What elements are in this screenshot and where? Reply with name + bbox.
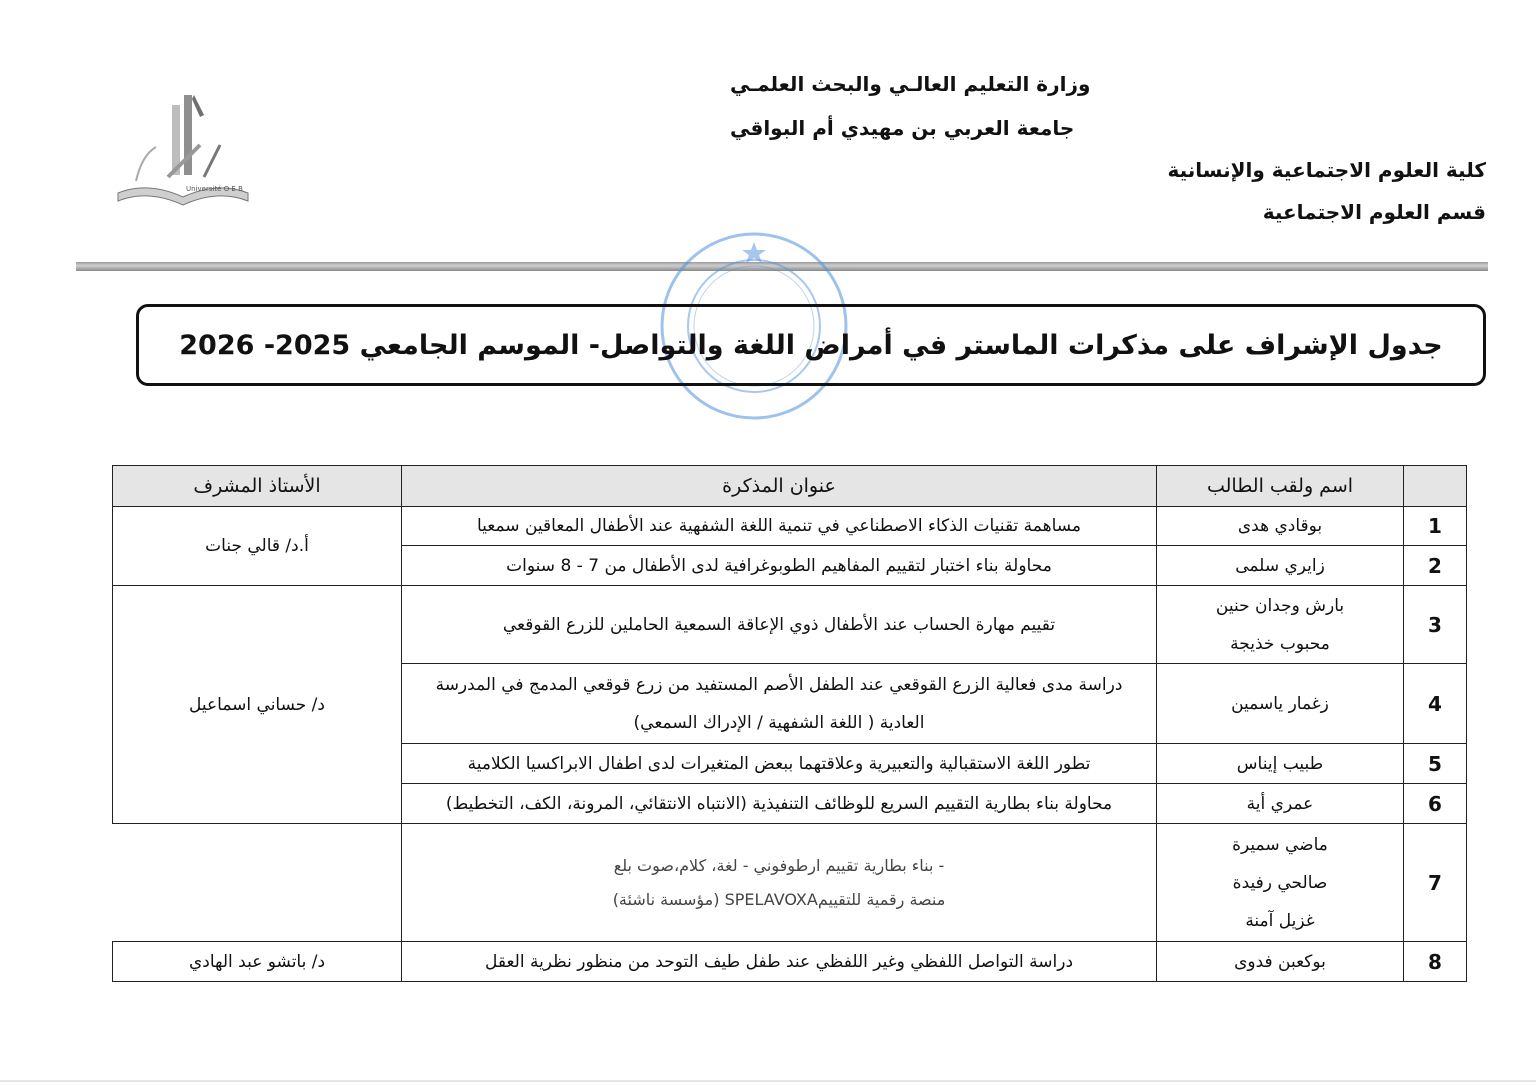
- header-num: [1404, 466, 1467, 507]
- thesis-title-line: دراسة التواصل اللفظي وغير اللفظي عند طفل طيف التوحد من منظور نظرية العقل: [484, 951, 1074, 972]
- header-student: اسم ولقب الطالب: [1157, 466, 1404, 507]
- thesis-title: [402, 784, 1157, 824]
- student-name-line: زغمار ياسمين: [1231, 693, 1329, 714]
- thesis-title-line: العادية ( اللغة الشفهية / الإدراك السمعي): [633, 712, 925, 733]
- thesis-title: [402, 824, 1157, 942]
- student-name-line: بوكعبن فدوى: [1234, 951, 1326, 972]
- student-name-line: غزيل آمنة: [1245, 910, 1315, 931]
- thesis-title-line: - بناء بطارية تقييم ارطوفوني - لغة، كلام،صوت بلع: [613, 855, 945, 875]
- row-number: 1: [1404, 507, 1467, 546]
- student-name-line: ماضي سميرة: [1232, 834, 1328, 855]
- thesis-title: [402, 507, 1157, 546]
- svg-text:Université O E B: Université O E B: [186, 185, 243, 193]
- student-name-line: طبيب إيناس: [1236, 753, 1324, 774]
- student-name: [1157, 664, 1404, 744]
- header-divider: [76, 262, 1488, 271]
- thesis-title: [402, 664, 1157, 744]
- student-name: [1157, 546, 1404, 586]
- row-number: 2: [1404, 546, 1467, 586]
- student-name: [1157, 824, 1404, 942]
- footer-divider: [0, 1080, 1536, 1082]
- student-name: [1157, 507, 1404, 546]
- table-row: [113, 586, 1467, 664]
- row-number: 3: [1404, 586, 1467, 664]
- student-name-line: بارش وجدان حنين: [1215, 595, 1345, 616]
- header-supervisor: الأستاذ المشرف: [113, 466, 402, 507]
- student-name: [1157, 586, 1404, 664]
- row-number: 5: [1404, 744, 1467, 784]
- ministry-name: وزارة التعليم العالـي والبحث العلمـي: [730, 72, 1091, 96]
- table-row: [113, 507, 1467, 546]
- row-number: 4: [1404, 664, 1467, 744]
- university-logo-icon: [108, 85, 258, 215]
- student-name: [1157, 784, 1404, 824]
- faculty-name: كلية العلوم الاجتماعية والإنسانية: [1167, 158, 1486, 182]
- department-name: قسم العلوم الاجتماعية: [1262, 200, 1486, 224]
- thesis-title: [402, 942, 1157, 982]
- thesis-title-line: تطور اللغة الاستقبالية والتعبيرية وعلاقتهما ببعض المتغيرات لدى اطفال الابراكسيا الكلامية: [467, 753, 1091, 774]
- supervisor-name: د/ حساني اسماعيل: [113, 586, 402, 824]
- thesis-title: [402, 546, 1157, 586]
- student-name-line: زايري سلمى: [1235, 555, 1325, 576]
- thesis-title-line: محاولة بناء اختبار لتقييم المفاهيم الطوبوغرافية لدى الأطفال من 7 - 8 سنوات: [506, 555, 1052, 576]
- university-name: جامعة العربي بن مهيدي أم البواقي: [730, 116, 1075, 140]
- student-name-line: بوقادي هدى: [1237, 516, 1323, 536]
- student-name: [1157, 942, 1404, 982]
- supervision-table: [112, 465, 1467, 982]
- table-header-row: [113, 466, 1467, 507]
- table-row: [113, 824, 1467, 942]
- student-name-line: صالحي رفيدة: [1232, 872, 1328, 893]
- row-number: 8: [1404, 942, 1467, 982]
- student-name-line: محبوب خذيجة: [1230, 633, 1330, 654]
- student-name: [1157, 744, 1404, 784]
- thesis-title: [402, 744, 1157, 784]
- thesis-title-line: مساهمة تقنيات الذكاء الاصطناعي في تنمية اللغة الشفهية عند الأطفال المعاقين سمعيا: [476, 516, 1082, 536]
- table-row: [113, 942, 1467, 982]
- header-topic: عنوان المذكرة: [402, 466, 1157, 507]
- thesis-title-line: تقييم مهارة الحساب عند الأطفال ذوي الإعاقة السمعية الحاملين للزرع القوقعي: [502, 614, 1056, 635]
- page-title-box: [136, 304, 1486, 386]
- page-title: جدول الإشراف على مذكرات الماستر في أمراض اللغة والتواصل- الموسم الجامعي 2025- 2026: [179, 329, 1443, 361]
- row-number: 6: [1404, 784, 1467, 824]
- thesis-title-line: محاولة بناء بطارية التقييم السريع للوظائف التنفيذية (الانتباه الانتقائي، المرونة، الكف، التخطيط): [445, 793, 1113, 814]
- supervisor-name: د/ باتشو عبد الهادي: [113, 942, 402, 982]
- row-number: 7: [1404, 824, 1467, 942]
- thesis-title: [402, 586, 1157, 664]
- student-name-line: عمري أية: [1246, 793, 1314, 814]
- thesis-title-line: دراسة مدى فعالية الزرع القوقعي عند الطفل الأصم المستفيد من زرع قوقعي المدمج في المدرسة: [435, 674, 1123, 695]
- supervisor-name: أ.د/ قالي جنات: [113, 507, 402, 586]
- thesis-title-line: منصة رقمية للتقييمSPELAVOXA (مؤسسة ناشئة): [612, 889, 946, 909]
